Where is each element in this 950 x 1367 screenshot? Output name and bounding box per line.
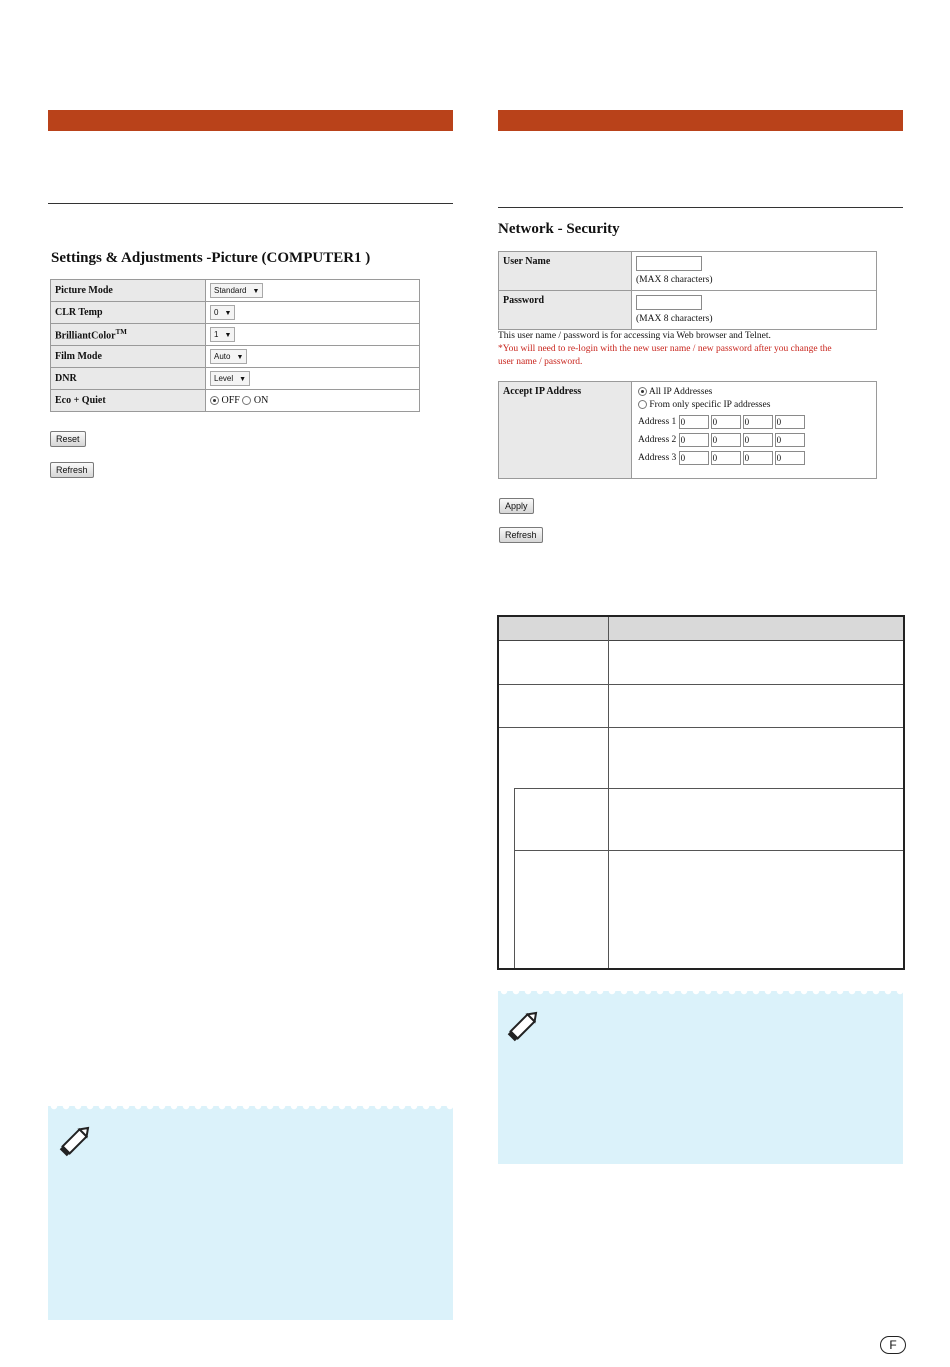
chevron-down-icon: ▼ [252,288,260,295]
password-hint: (MAX 8 characters) [636,314,713,324]
user-name-label: User Name [499,252,632,291]
dnr-select[interactable]: Level ▼ [210,371,250,386]
address-octet-input[interactable]: 0 [711,451,741,465]
address-label: Address 3 [638,453,677,464]
specific-ip-radio[interactable] [638,400,647,409]
user-name-row [499,252,877,291]
left-refresh-button[interactable]: Refresh [50,462,94,478]
row-label: DNR [51,368,206,390]
address-octet-input[interactable]: 0 [743,451,773,465]
row-divider [514,850,903,851]
brilliantcolor-row [51,324,420,346]
indent-divider [514,788,515,968]
clr-temp-select[interactable]: 0 ▼ [210,305,235,320]
right-section-bar [498,110,903,131]
accept-ip-label: Accept IP Address [499,382,632,479]
network-security-title: Network - Security [498,221,620,237]
description-table-header [499,617,903,641]
address-octet-input[interactable]: 0 [775,415,805,429]
row-divider [499,727,903,728]
left-section-bar [48,110,453,131]
reset-button[interactable]: Reset [50,431,86,447]
address-octet-input[interactable]: 0 [743,433,773,447]
eco-quiet-row [51,390,420,412]
page-letter-badge: F [880,1336,906,1354]
credentials-note: This user name / password is for accessing via Web browser and Telnet. [498,331,771,341]
right-divider [498,207,903,208]
password-input[interactable] [636,295,702,310]
chevron-down-icon: ▼ [224,332,232,339]
description-table [497,615,905,970]
eco-off-radio[interactable] [210,396,219,405]
relogin-warning-line2: user name / password. [498,357,583,367]
row-divider [499,684,903,685]
address-label: Address 1 [638,417,677,428]
pencil-icon [56,1120,96,1160]
option-all-ip: All IP Addresses [638,386,872,399]
password-label: Password [499,291,632,330]
address-octet-input[interactable]: 0 [711,433,741,447]
clr-temp-row [51,302,420,324]
password-row [499,291,877,330]
column-divider [608,617,609,968]
eco-on-radio[interactable] [242,396,251,405]
film-mode-select[interactable]: Auto ▼ [210,349,247,364]
chevron-down-icon: ▼ [224,310,232,317]
row-label: Eco + Quiet [51,390,206,412]
option-specific-ip: From only specific IP addresses [638,399,872,412]
eco-on-label: ON [253,395,269,406]
right-note-box [498,991,903,1164]
row-label: BrilliantColor™ [51,324,206,346]
user-name-input[interactable] [636,256,702,271]
address-octet-input[interactable]: 0 [711,415,741,429]
accept-ip-row [499,382,877,479]
dnr-row [51,368,420,390]
apply-button[interactable]: Apply [499,498,534,514]
chevron-down-icon: ▼ [236,354,244,361]
address-octet-input[interactable]: 0 [775,451,805,465]
picture-mode-row [51,280,420,302]
address-octet-input[interactable]: 0 [775,433,805,447]
address-2-row [638,433,872,451]
picture-settings-title: Settings & Adjustments -Picture (COMPUTER1 ) [51,250,371,266]
address-octet-input[interactable]: 0 [679,415,709,429]
pencil-icon [504,1005,544,1045]
address-1-row [638,415,872,433]
accept-ip-table [498,381,877,479]
picture-settings-table [50,279,420,412]
right-refresh-button[interactable]: Refresh [499,527,543,543]
user-name-hint: (MAX 8 characters) [636,275,713,285]
left-divider [48,203,453,204]
row-label: CLR Temp [51,302,206,324]
address-octet-input[interactable]: 0 [679,433,709,447]
credentials-table [498,251,877,330]
film-mode-row [51,346,420,368]
address-3-row [638,451,872,469]
address-octet-input[interactable]: 0 [679,451,709,465]
address-octet-input[interactable]: 0 [743,415,773,429]
chevron-down-icon: ▼ [239,376,247,383]
row-label: Picture Mode [51,280,206,302]
row-divider [514,788,903,789]
eco-off-label: OFF [221,395,240,406]
all-ip-radio[interactable] [638,387,647,396]
address-label: Address 2 [638,435,677,446]
picture-mode-select[interactable]: Standard ▼ [210,283,263,298]
left-note-box [48,1106,453,1320]
row-label: Film Mode [51,346,206,368]
brilliantcolor-select[interactable]: 1 ▼ [210,327,235,342]
relogin-warning-line1: *You will need to re-login with the new user name / new password after you change the [498,344,832,354]
